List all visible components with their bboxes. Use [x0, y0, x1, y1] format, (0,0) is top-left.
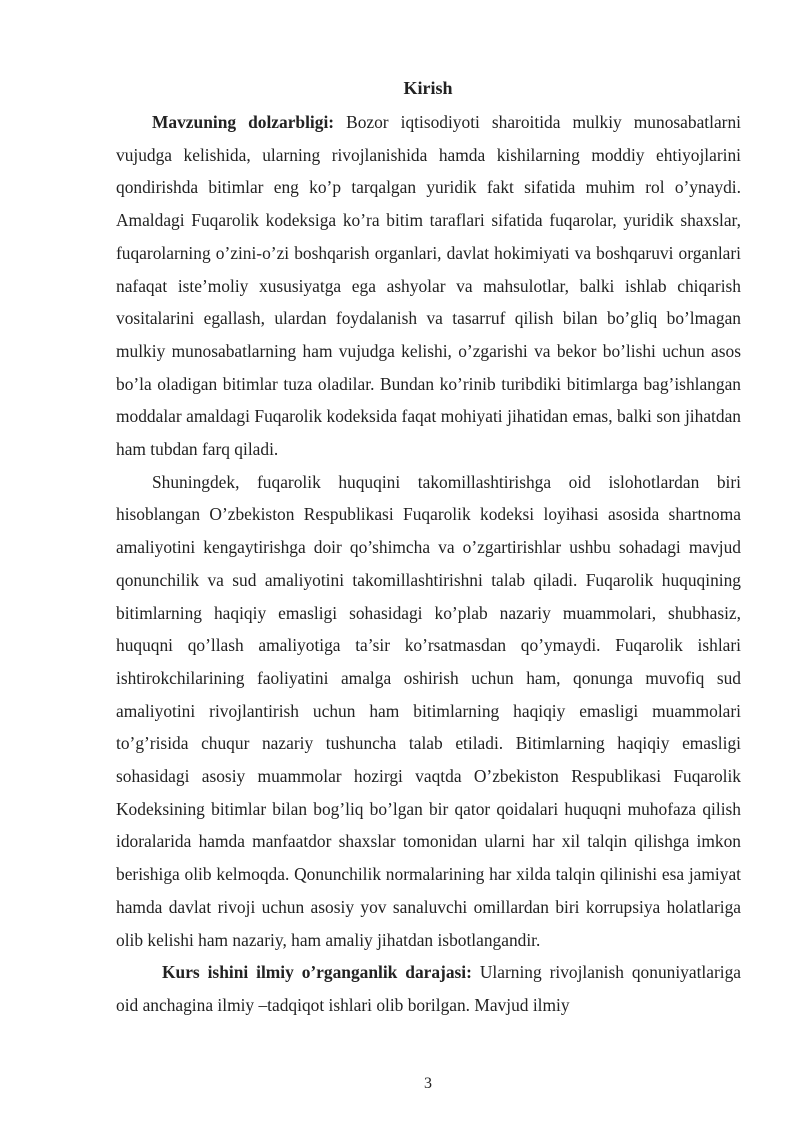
page-number: 3	[424, 1075, 432, 1092]
paragraph-text-relevance: Bozor iqtisodiyoti sharoitida mulkiy munosabatlarni vujudga kelishida, ularning rivojlanishida hamda kishilarning moddiy ehtiyojlarini qondirishda bitimlar eng ko’p tarqalgan yuridik fakt sifatida muhim rol o’ynaydi. Amaldagi Fuqarolik kodeksiga ko’ra bitim taraflari sifatida fuqarolar, yuridik shaxslar, fuqarolarning o’zini-o’zi boshqarish organlari, davlat hokimiyati va boshqaruvi organlari nafaqat iste’moliy xususiyatga ega ashyolar va mahsulotlar, balki ishlab chiqarish vositalarini egallash, ulardan foydalanish va tasarruf qilish bilan bo’gliq bo’lmagan mulkiy munosabatlarning ham vujudga kelishi, o’zgarishi va bekor bo’lishi uchun asos bo’la oladigan bitimlar tuza oladilar. Bundan ko’rinib turibdiki bitimlarga bag’ishlangan moddalar amaldagi Fuqarolik kodeksida faqat mohiyati jihatidan emas, balki son jihatdan ham tubdan farq qiladi.	[116, 112, 741, 460]
paragraph-reforms	[116, 466, 741, 957]
section-title: Kirish	[403, 78, 453, 98]
paragraph-text-reforms: Shuningdek, fuqarolik huquqini takomillashtirishga oid islohotlardan biri hisoblangan O’zbekiston Respublikasi Fuqarolik kodeksi loyihasi asosida shartnoma amaliyotini kengaytirishga doir qo’shimcha va o’zgartirishlar ushbu sohadagi mavjud qonunchilik va sud amaliyotini takomillashtirishni talab qiladi. Fuqarolik huquqining bitimlarning haqiqiy emasligi sohasidagi ko’plab nazariy muammolari, shubhasiz, huquqni qo’llash amaliyotiga ta’sir ko’rsatmasdan qo’ymaydi. Fuqarolik ishlari ishtirokchilarining faoliyatini amalga oshirish uchun ham, qonunga muvofiq sud amaliyotini rivojlantirish uchun ham bitimlarning haqiqiy emasligi muammolari to’g’risida chuqur nazariy tushuncha talab etiladi. Bitimlarning haqiqiy emasligi sohasidagi asosiy muammolar hozirgi vaqtda O’zbekiston Respublikasi Fuqarolik Kodeksining bitimlar bilan bog’liq bo’lgan bir qator qoidalari huquqni muhofaza qilish idoralarida hamda manfaatdor shaxslar tomonidan ularni har xil talqin qilishga imkon berishiga olib kelmoqda. Qonunchilik normalarining har xilda talqin qilinishi esa jamiyat hamda davlat rivoji uchun asosiy yov sanaluvchi omillardan biri korrupsiya holatlariga olib kelishi ham nazariy, ham amaliy jihatdan isbotlangandir.	[116, 471, 741, 950]
paragraph-lead-research-level: Kurs ishini ilmiy o’rganganlik darajasi:	[162, 962, 472, 983]
paragraph-lead-relevance: Mavzuning dolzarbligi:	[152, 112, 335, 132]
paragraph-text-research-level: Ularning rivojlanish qonuniyatlariga oid anchagina ilmiy –tadqiqot ishlari olib borilgan. Mavjud ilmiy	[116, 962, 742, 1015]
paragraph-research-level	[116, 956, 741, 1021]
paragraph-relevance	[116, 106, 741, 466]
body-text	[116, 106, 741, 1022]
